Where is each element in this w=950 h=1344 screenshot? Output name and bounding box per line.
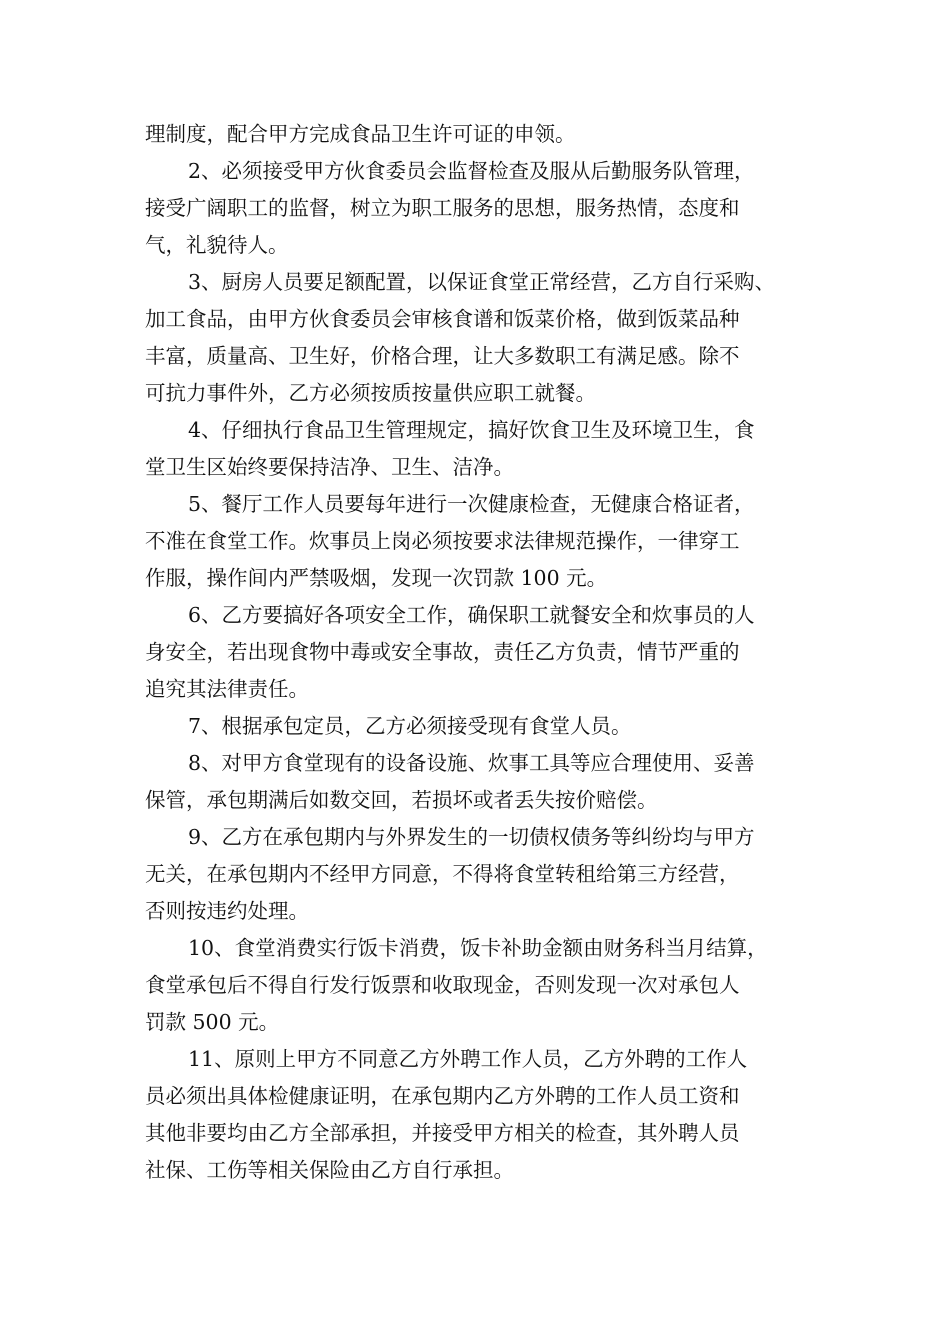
text-line: 食堂承包后不得自行发行饭票和收取现金，否则发现一次对承包人 bbox=[145, 973, 740, 997]
text-line: 保管，承包期满后如数交回，若损坏或者丢失按价赔偿。 bbox=[145, 788, 658, 812]
text-line: 员必须出具体检健康证明，在承包期内乙方外聘的工作人员工资和 bbox=[145, 1084, 740, 1108]
text-line: 追究其法律责任。 bbox=[145, 677, 309, 701]
text-line: 罚款 500 元。 bbox=[145, 1010, 280, 1034]
text-line: 5、餐厅工作人员要每年进行一次健康检查，无健康合格证者， bbox=[188, 492, 755, 516]
text-line: 加工食品，由甲方伙食委员会审核食谱和饭菜价格，做到饭菜品种 bbox=[145, 307, 740, 331]
text-line: 堂卫生区始终要保持洁净、卫生、洁净。 bbox=[145, 455, 514, 479]
text-line: 4、仔细执行食品卫生管理规定，搞好饮食卫生及环境卫生，食 bbox=[188, 418, 755, 442]
text-line: 社保、工伤等相关保险由乙方自行承担。 bbox=[145, 1158, 514, 1182]
text-line: 无关，在承包期内不经甲方同意，不得将食堂转租给第三方经营， bbox=[145, 862, 740, 886]
text-line: 不准在食堂工作。炊事员上岗必须按要求法律规范操作，一律穿工 bbox=[145, 529, 740, 553]
text-line: 否则按违约处理。 bbox=[145, 899, 309, 923]
text-line: 接受广阔职工的监督，树立为职工服务的思想，服务热情，态度和 bbox=[145, 196, 740, 220]
text-line: 作服，操作间内严禁吸烟，发现一次罚款 100 元。 bbox=[145, 566, 608, 590]
text-line: 2、必须接受甲方伙食委员会监督检查及服从后勤服务队管理， bbox=[188, 159, 755, 183]
text-line: 3、厨房人员要足额配置，以保证食堂正常经营，乙方自行采购、 bbox=[188, 270, 776, 294]
text-line: 6、乙方要搞好各项安全工作，确保职工就餐安全和炊事员的人 bbox=[188, 603, 755, 627]
text-line: 身安全，若出现食物中毒或安全事故，责任乙方负责，情节严重的 bbox=[145, 640, 740, 664]
text-line: 10、食堂消费实行饭卡消费，饭卡补助金额由财务科当月结算， bbox=[188, 936, 768, 960]
text-line: 气，礼貌待人。 bbox=[145, 233, 289, 257]
text-line: 其他非要均由乙方全部承担，并接受甲方相关的检查，其外聘人员 bbox=[145, 1121, 740, 1145]
text-line: 理制度，配合甲方完成食品卫生许可证的申领。 bbox=[145, 122, 576, 146]
text-line: 11、原则上甲方不同意乙方外聘工作人员，乙方外聘的工作人 bbox=[188, 1047, 748, 1071]
text-line: 8、对甲方食堂现有的设备设施、炊事工具等应合理使用、妥善 bbox=[188, 751, 755, 775]
text-line: 7、根据承包定员，乙方必须接受现有食堂人员。 bbox=[188, 714, 632, 738]
text-line: 丰富，质量高、卫生好，价格合理，让大多数职工有满足感。除不 bbox=[145, 344, 740, 368]
document-body bbox=[145, 116, 817, 1189]
text-line: 可抗力事件外，乙方必须按质按量供应职工就餐。 bbox=[145, 381, 596, 405]
text-line: 9、乙方在承包期内与外界发生的一切债权债务等纠纷均与甲方 bbox=[188, 825, 755, 849]
